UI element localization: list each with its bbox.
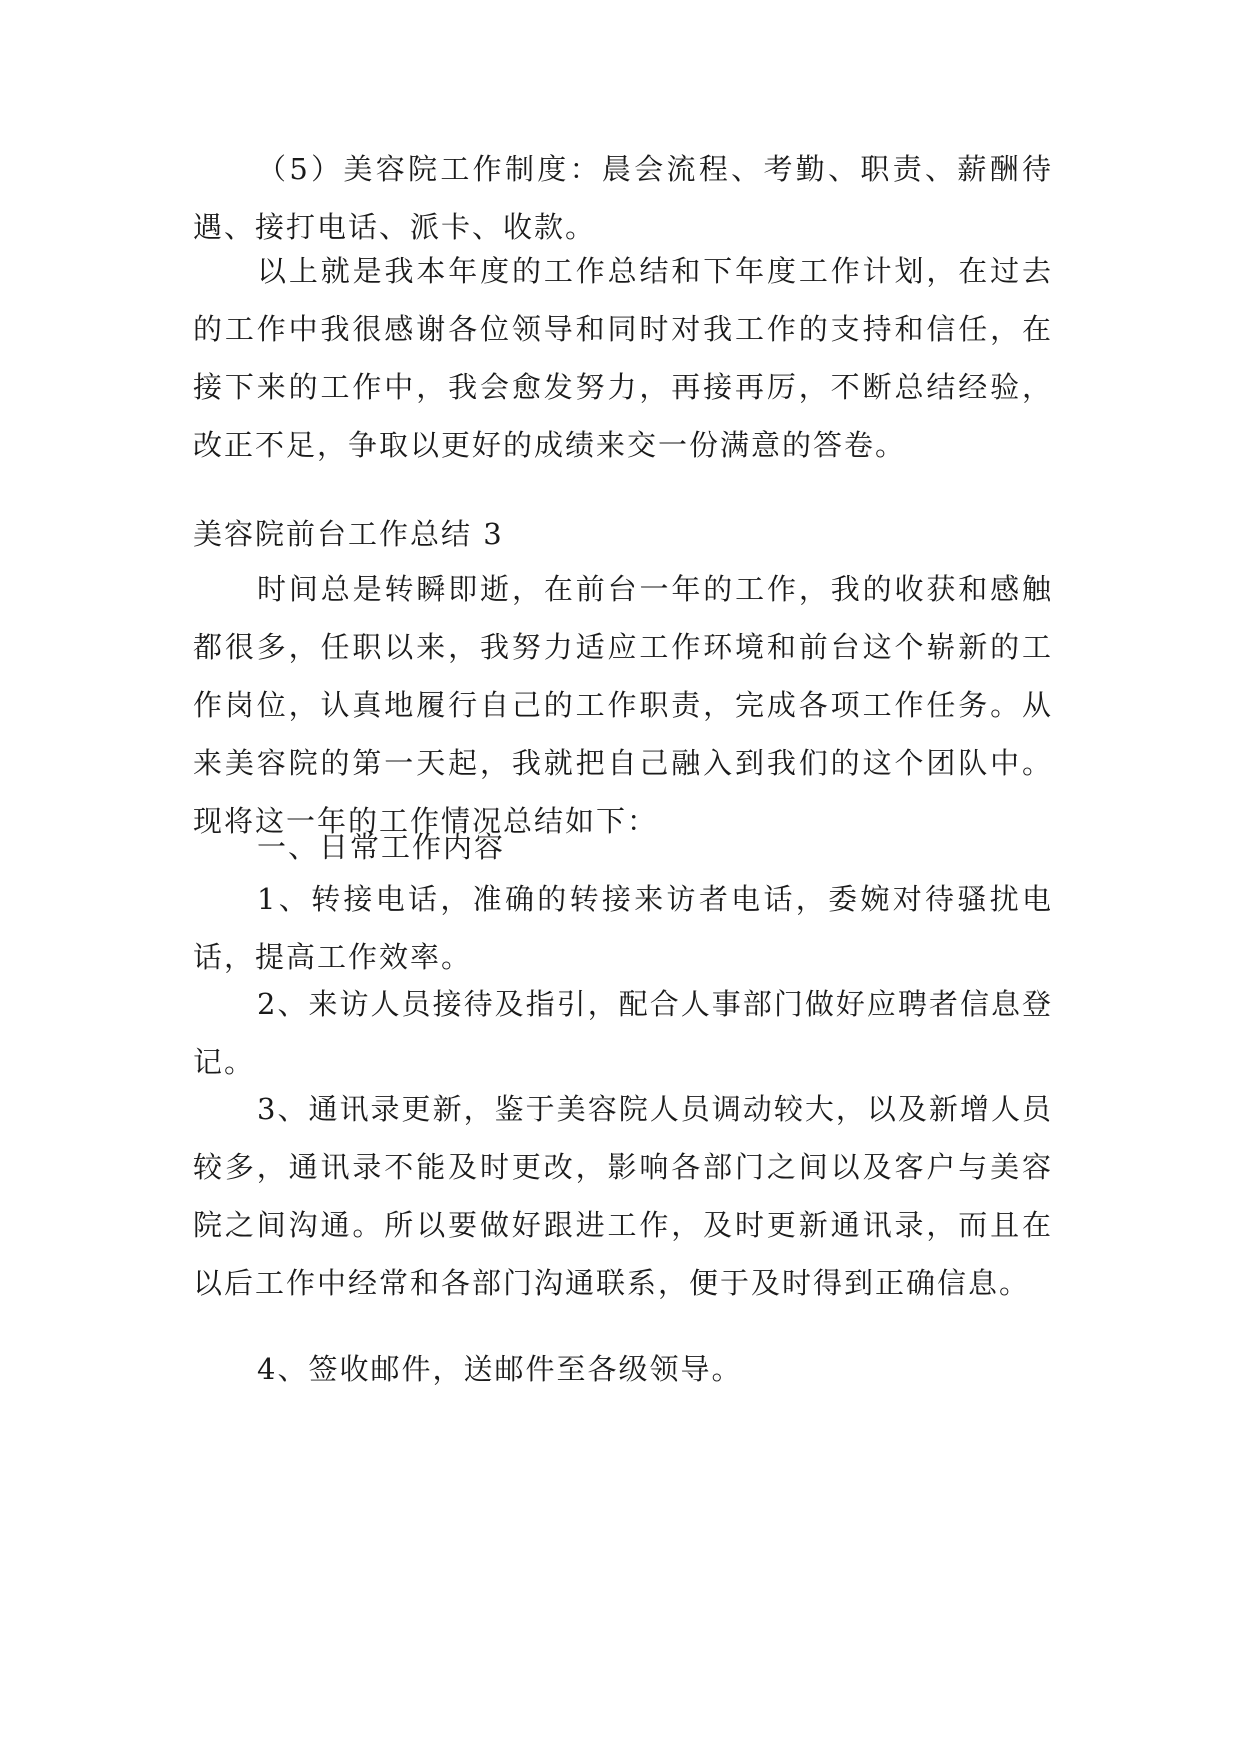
list-item-1: 1、转接电话，准确的转接来访者电话，委婉对待骚扰电话，提高工作效率。 <box>193 882 1053 974</box>
section-title-daily-work: 一、日常工作内容 <box>257 830 506 864</box>
list-item-2: 2、来访人员接待及指引，配合人事部门做好应聘者信息登记。 <box>193 987 1053 1079</box>
list-item-4: 4、签收邮件，送邮件至各级领导。 <box>257 1352 743 1386</box>
paragraph-conclusion: 以上就是我本年度的工作总结和下年度工作计划，在过去的工作中我很感谢各位领导和同时对我工作的支持和信任，在接下来的工作中，我会愈发努力，再接再厉，不断总结经验，改正不足，争取以更好的成绩来交一份满意的答卷。 <box>193 254 1053 462</box>
list-item-3: 3、通讯录更新，鉴于美容院人员调动较大，以及新增人员较多，通讯录不能及时更改，影响各部门之间以及客户与美容院之间沟通。所以要做好跟进工作，及时更新通讯录，而且在以后工作中经常和各部门沟通联系，便于及时得到正确信息。 <box>193 1092 1053 1300</box>
section-heading: 美容院前台工作总结 3 <box>193 517 504 551</box>
paragraph-work-system: （5）美容院工作制度：晨会流程、考勤、职责、薪酬待遇、接打电话、派卡、收款。 <box>193 152 1053 244</box>
paragraph-intro: 时间总是转瞬即逝，在前台一年的工作，我的收获和感触都很多，任职以来，我努力适应工作环境和前台这个崭新的工作岗位，认真地履行自己的工作职责，完成各项工作任务。从来美容院的第一天起，我就把自己融入到我们的这个团队中。现将这一年的工作情况总结如下： <box>193 572 1053 838</box>
